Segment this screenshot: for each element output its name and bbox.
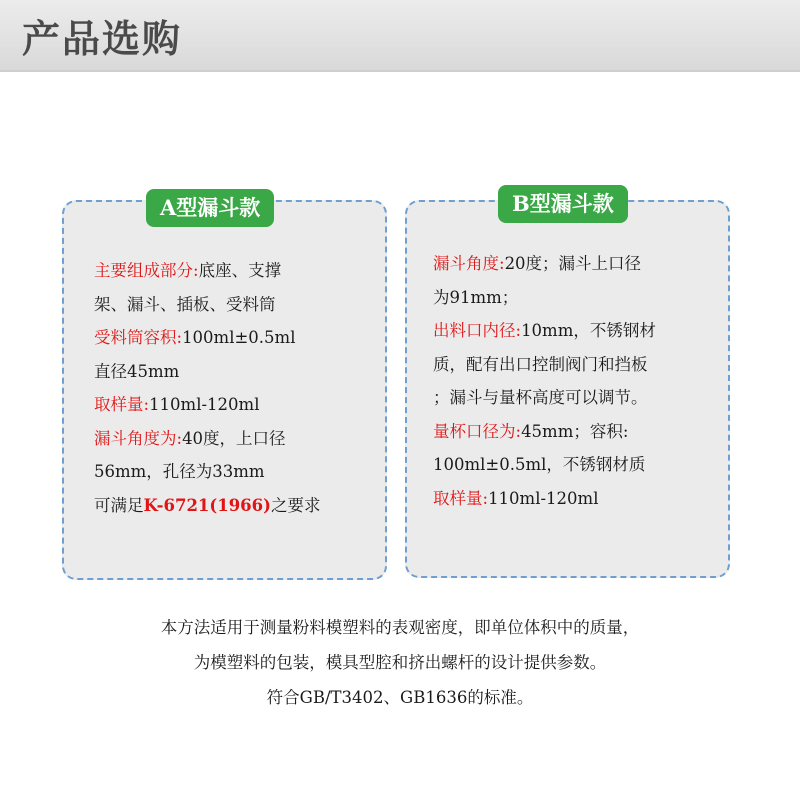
- spec-value: 110ml-120ml: [149, 395, 260, 414]
- spec-line: [433, 314, 718, 348]
- spec-value: 质，配有出口控制阀门和挡板: [433, 354, 648, 374]
- footer-line: 本方法适用于测量粉料模塑料的表观密度，即单位体积中的质量，: [160, 618, 640, 637]
- spec-line: [94, 288, 364, 322]
- spec-value: 架、漏斗、插板、受料筒: [94, 294, 276, 314]
- spec-value: 56mm，孔径为33mm: [94, 462, 265, 481]
- spec-value: 40度，上口径: [182, 428, 286, 448]
- spec-line: [433, 381, 718, 415]
- spec-value: 为91mm；: [433, 287, 519, 307]
- spec-label: 漏斗角度为:: [94, 428, 183, 448]
- spec-value: 100ml±0.5ml: [182, 328, 296, 347]
- spec-label: 量杯口径为:: [433, 421, 522, 441]
- spec-value: 底座、支撑: [198, 261, 282, 280]
- standard-code: K-6721(1966): [143, 495, 271, 515]
- spec-value: 110ml-120ml: [488, 488, 599, 508]
- spec-line: [433, 281, 718, 315]
- spec-value: ；漏斗与量杯高度可以调节。: [433, 388, 648, 407]
- spec-line: [94, 388, 364, 422]
- card-a-body: [94, 254, 364, 522]
- spec-line: [433, 415, 718, 449]
- spec-line-standard: [94, 489, 364, 523]
- spec-label: 出料口内径:: [433, 321, 522, 340]
- footer-description: [0, 610, 800, 715]
- spec-label: 取样量:: [94, 395, 150, 414]
- standard-suffix: 之要求: [270, 495, 321, 515]
- header-divider: [0, 70, 800, 72]
- spec-label: 漏斗角度:: [433, 254, 505, 273]
- page-title: 产品选购: [22, 17, 183, 61]
- spec-line: [94, 254, 364, 288]
- card-b-title: B型漏斗款: [498, 185, 628, 223]
- spec-line: [94, 355, 364, 389]
- footer-line: 符合GB/T3402、GB1636的标准。: [266, 688, 534, 707]
- product-card-a: [62, 195, 387, 580]
- standard-prefix: 可满足: [94, 495, 144, 515]
- spec-label: 主要组成部分:: [94, 261, 199, 280]
- spec-label: 受料筒容积:: [94, 328, 183, 347]
- header-band: [0, 0, 800, 70]
- spec-line: [433, 448, 718, 482]
- spec-value: 10mm，不锈钢材: [521, 321, 656, 340]
- spec-label: 取样量:: [433, 488, 489, 508]
- card-a-title: A型漏斗款: [146, 189, 274, 227]
- spec-value: 直径45mm: [94, 361, 180, 381]
- spec-line: [94, 455, 364, 489]
- product-card-b: [405, 191, 730, 578]
- spec-line: [94, 422, 364, 456]
- spec-value: 45mm；容积:: [521, 421, 629, 441]
- card-b-body: [433, 247, 718, 515]
- spec-line: [433, 348, 718, 382]
- spec-line: [433, 247, 718, 281]
- spec-line: [94, 321, 364, 355]
- spec-value: 20度；漏斗上口径: [504, 254, 642, 273]
- footer-line: 为模塑料的包装，模具型腔和挤出螺杆的设计提供参数。: [193, 653, 607, 672]
- spec-line: [433, 482, 718, 516]
- spec-value: 100ml±0.5ml，不锈钢材质: [433, 455, 646, 474]
